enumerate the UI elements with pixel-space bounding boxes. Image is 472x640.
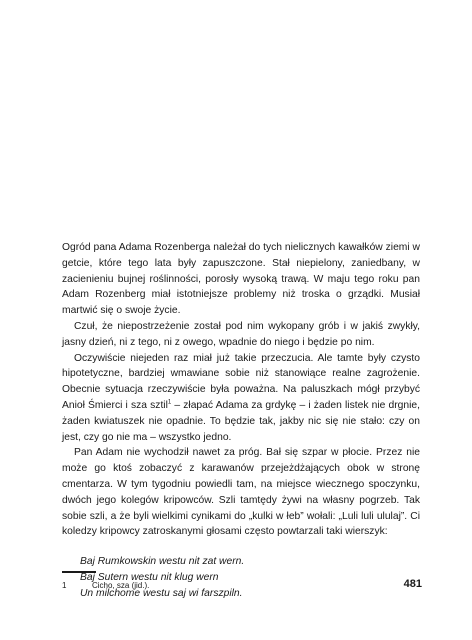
verse-line-1: Baj Rumkowskin westu nit zat wern. xyxy=(80,556,245,568)
footnote-number: 1 xyxy=(62,581,67,590)
footnote-text: Cicho, sza (jid.). xyxy=(92,581,150,590)
paragraph-3-text: Oczywiście niejeden raz miał już takie przeczucia. Ale tamte były czysto hipotetyczne, bardziej wmawiane sobie niż stanowiące realne zagrożenie. Obecnie sytuacja rzeczywiście była poważna. Na paluszkach mógł przybyć Anioł Śmierci i sza sztil xyxy=(62,352,420,411)
verse-line-3: Un milchome westu saj wi farszpiln. xyxy=(80,587,243,599)
verse-line-2: Baj Sutern westu nit klug wern xyxy=(80,571,219,583)
paragraph-4: Pan Adam nie wychodził nawet za próg. Bał się szpar w płocie. Przez nie może go ktoś zobaczyć z karawanów przejeżdżających obok w stronę cmentarza. W tym tygodniu powiedli tam, na miejsce wiecznego spoczynku, dwóch jego kolegów kripowców. Szli tamtędy żywi na własny pogrzeb. Tak sobie szli, a że byli wielkimi cynikami do „kulki w łeb” wołali: „Luli luli ululaj”. Ci koledzy kripowcy zatroskanymi głosami często powtarzali taki wierszyk: xyxy=(62,447,420,538)
paragraph-1: Ogród pana Adama Rozenberga należał do tych nielicznych kawałków ziemi w getcie, które tego lata były zapuszczone. Stał niepielony, zaniedbany, w zacienieniu bujnej roślinności, porosły wysoką trawą. W maju tego roku pan Adam Rozenberg miał istotniejsze problemy niż troska o grządki. Musiał martwić się o swoje życie. xyxy=(62,242,420,317)
page-number: 481 xyxy=(403,578,422,590)
paragraph-3 xyxy=(62,351,420,446)
main-text xyxy=(62,240,420,602)
footnote-ref: 1 xyxy=(167,399,172,406)
footnote xyxy=(62,581,149,591)
paragraph-2: Czuł, że niepostrzeżenie został pod nim wykopany grób i w jakiś zwykły, jasny dzień, ni z tego, ni z owego, wpadnie do niego i będzie po nim. xyxy=(62,320,420,348)
paragraph-3-tail: – złapać Adama za grdykę – i żaden listek nie drgnie, żaden kwiatuszek nie opadnie. To będzie tak, jakby nic się nie stało: czy on jest, czy go nie ma – wszystko jedno. xyxy=(62,399,420,443)
verse-block xyxy=(80,554,420,601)
footnote-divider xyxy=(62,571,96,573)
